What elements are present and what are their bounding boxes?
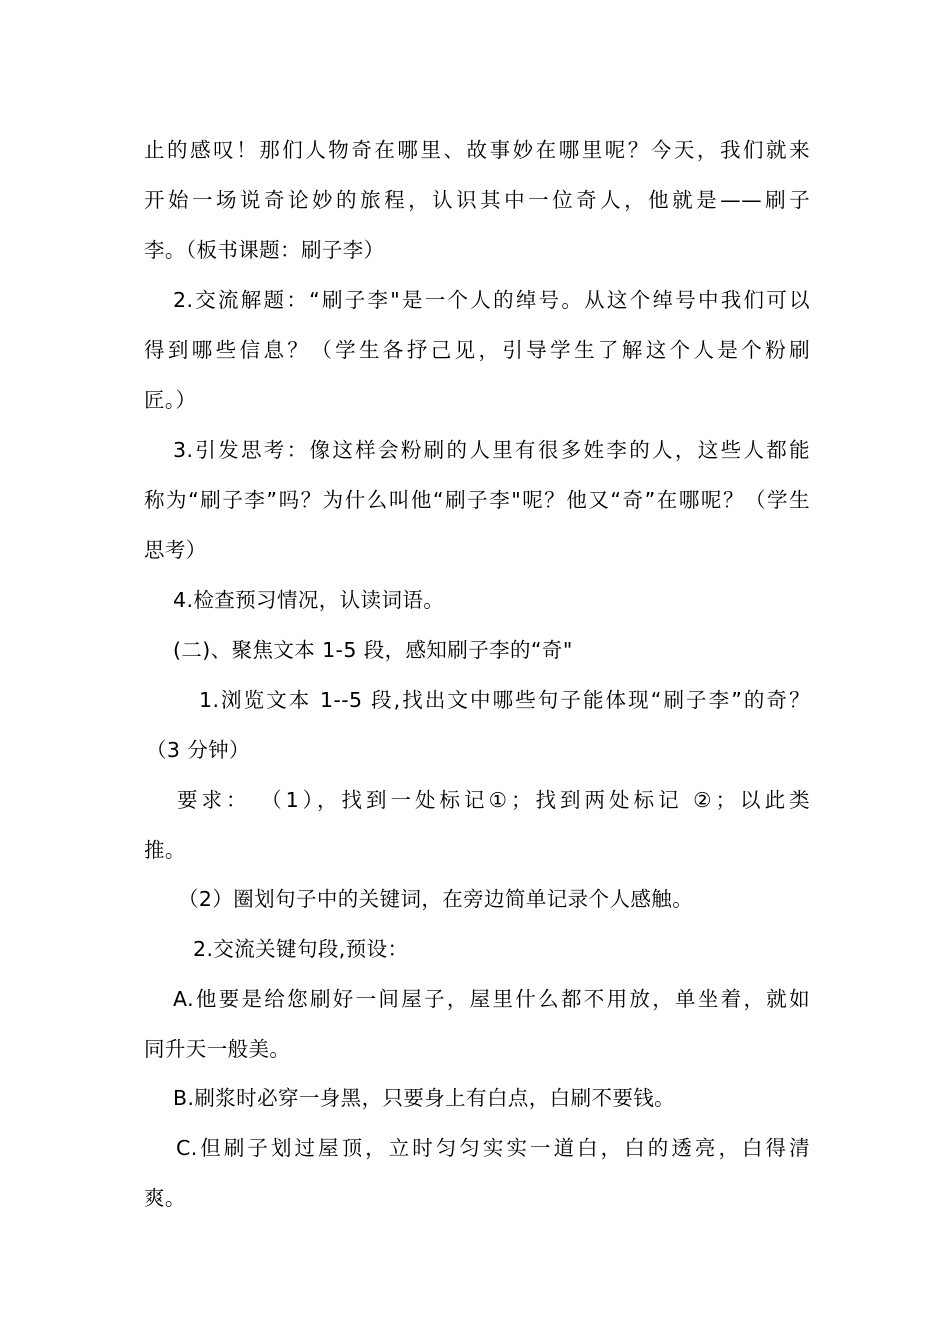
text-line: 同升天一般美。 <box>144 1037 291 1061</box>
text-line: 称为“刷子李”吗？为什么叫他“刷子李"呢？他又“奇”在哪呢？（学生 <box>144 488 810 512</box>
text-line: 2.交流解题：“刷子李"是一个人的绰号。从这个绰号中我们可以 <box>173 288 810 312</box>
text-line: 思考） <box>144 538 207 562</box>
text-line: 开始一场说奇论妙的旅程，认识其中一位奇人，他就是——刷子 <box>144 188 810 212</box>
text-line: 4.检查预习情况，认读词语。 <box>173 588 445 612</box>
section-heading: (二)、聚焦文本 1-5 段，感知刷子李的“奇" <box>173 638 573 662</box>
text-line: 得到哪些信息？（学生各抒己见，引导学生了解这个人是个粉刷 <box>144 338 810 362</box>
text-line: 止的感叹！那们人物奇在哪里、故事妙在哪里呢？今天，我们就来 <box>144 138 810 162</box>
text-line: B.刷浆时必穿一身黑，只要身上有白点，白刷不要钱。 <box>173 1086 676 1110</box>
text-line: （2）圈划句子中的关键词，在旁边简单记录个人感触。 <box>178 887 694 911</box>
text-line: 匠。） <box>144 388 197 412</box>
text-line: A.他要是给您刷好一间屋子，屋里什么都不用放，单坐着，就如 <box>173 987 810 1011</box>
text-line: 2.交流关键句段,预设： <box>193 937 409 961</box>
text-line: （3 分钟） <box>146 738 250 762</box>
text-line: 爽。 <box>144 1186 186 1210</box>
text-line: C.但刷子划过屋顶，立时匀匀实实一道白，白的透亮，白得清 <box>176 1136 810 1160</box>
text-line: 1.浏览文本 1--5 段,找出文中哪些句子能体现“刷子李”的奇？ <box>199 688 810 712</box>
text-line: 推。 <box>144 838 186 862</box>
text-line: 李。（板书课题：刷子李） <box>144 238 385 262</box>
text-line: 3.引发思考：像这样会粉刷的人里有很多姓李的人，这些人都能 <box>173 438 810 462</box>
text-line: 要求： （1），找到一处标记①；找到两处标记 ②；以此类 <box>177 788 810 812</box>
